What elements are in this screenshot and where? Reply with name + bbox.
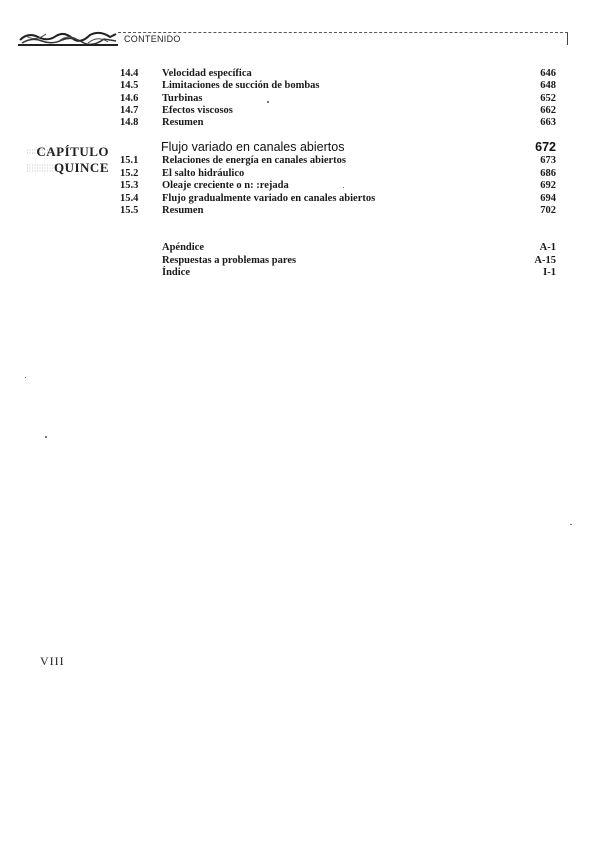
- chapter-label-line2: QUINCE: [53, 160, 109, 175]
- toc-entry-appendix[interactable]: [120, 241, 556, 254]
- section-page: I-1: [543, 267, 556, 278]
- section-number: 15.2: [120, 168, 139, 179]
- section-title: Resumen: [162, 205, 204, 216]
- section-title: Oleaje creciente o n: :rejada: [162, 180, 289, 191]
- toc-entry-15-5[interactable]: [120, 204, 556, 217]
- section-page: 646: [540, 68, 556, 79]
- toc-entry-index[interactable]: [120, 266, 556, 279]
- header-ornament-icon: [18, 28, 118, 48]
- section-title: Respuestas a problemas pares: [162, 255, 297, 266]
- section-page: 694: [540, 193, 556, 204]
- section-number: 14.4: [120, 68, 139, 79]
- section-title: Índice: [162, 267, 191, 278]
- toc-entry-14-8[interactable]: [120, 116, 556, 129]
- section-number: 15.5: [120, 205, 139, 216]
- section-page: 692: [540, 180, 556, 191]
- section-title: Flujo gradualmente variado en canales abiertos: [162, 193, 376, 204]
- section-number: 14.5: [120, 80, 139, 91]
- scan-speck: [25, 377, 26, 378]
- chapter-heading[interactable]: [161, 139, 556, 155]
- section-page: A-15: [534, 255, 556, 266]
- section-number: 15.1: [120, 155, 139, 166]
- section-page: 673: [540, 155, 556, 166]
- section-number: 14.8: [120, 117, 139, 128]
- header-title: CONTENIDO: [124, 34, 181, 44]
- section-page: 686: [540, 168, 556, 179]
- section-number: 14.6: [120, 93, 139, 104]
- chapter-title: Flujo variado en canales abiertos: [161, 140, 345, 154]
- chapter-label-line1: CAPÍTULO: [36, 144, 109, 159]
- page-number: VIII: [40, 654, 65, 668]
- scan-speck: [570, 524, 572, 525]
- section-title: El salto hidráulico: [162, 168, 245, 179]
- header-rule: [118, 32, 568, 33]
- section-title: Apéndice: [162, 242, 204, 253]
- section-title: Resumen: [162, 117, 204, 128]
- running-header: [18, 28, 568, 48]
- chapter-label: [27, 144, 109, 176]
- chapter-page: 672: [535, 140, 556, 154]
- scan-speck: [45, 436, 47, 438]
- section-page: 663: [540, 117, 556, 128]
- section-title: Relaciones de energía en canales abiertos: [162, 155, 347, 166]
- section-number: 14.7: [120, 105, 139, 116]
- section-number: 15.4: [120, 193, 139, 204]
- section-title: Limitaciones de succión de bombas: [162, 80, 320, 91]
- section-number: 15.3: [120, 180, 139, 191]
- toc-entry-14-5[interactable]: [120, 79, 556, 92]
- toc-entry-15-1[interactable]: [120, 154, 556, 167]
- section-page: 648: [540, 80, 556, 91]
- section-title: Efectos viscosos: [162, 105, 233, 116]
- header-edge-mark: [567, 33, 568, 45]
- toc-entry-15-3[interactable]: [120, 179, 556, 192]
- section-page: 652: [540, 93, 556, 104]
- section-page: A-1: [539, 242, 556, 253]
- section-page: 702: [540, 205, 556, 216]
- section-title: Turbinas: [162, 93, 203, 104]
- section-page: 662: [540, 105, 556, 116]
- scan-speck: [343, 187, 344, 188]
- section-title: Velocidad específica: [162, 68, 252, 79]
- scan-speck: [267, 101, 269, 103]
